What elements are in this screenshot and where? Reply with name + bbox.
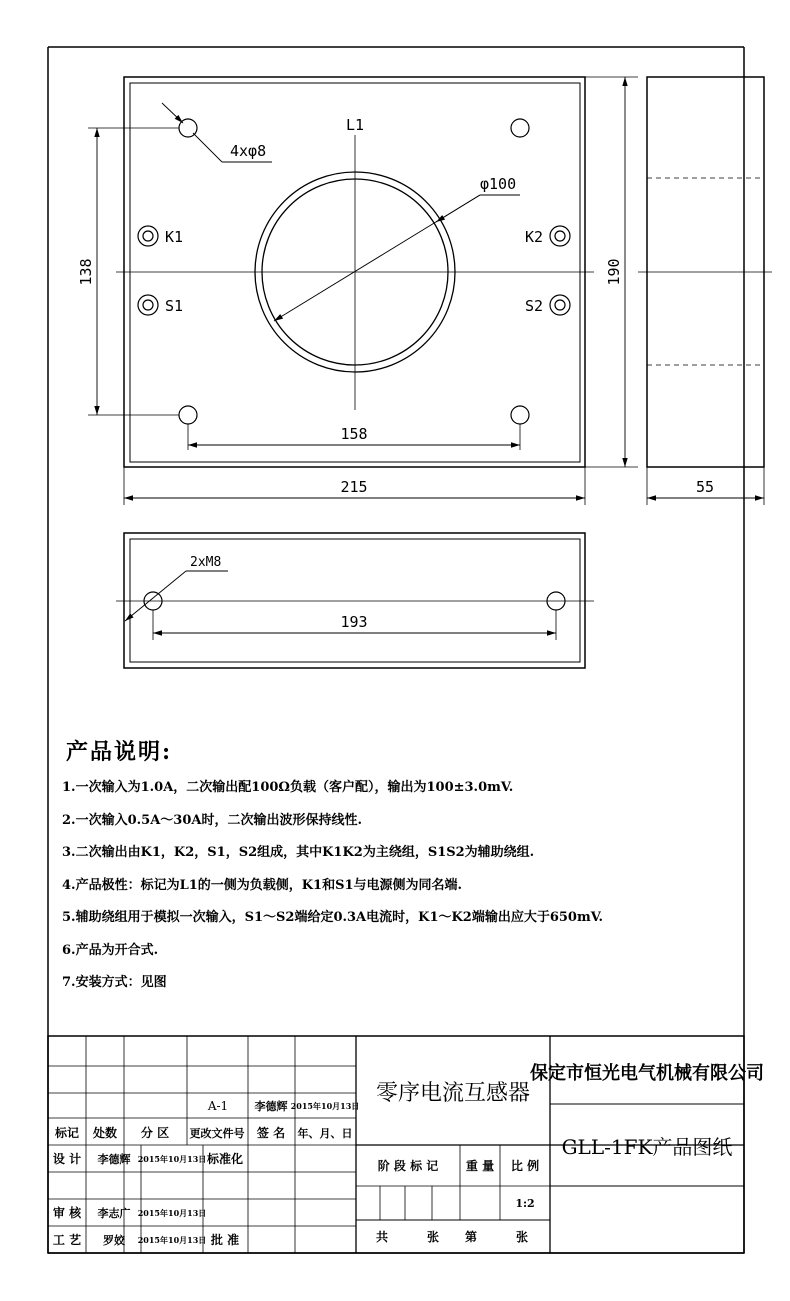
terminal-k1: [138, 226, 158, 246]
tb-design-date: 2015年10月13日: [137, 1154, 207, 1164]
tb-design-name: 李德辉: [97, 1153, 131, 1166]
label-terminal-s2: S2: [524, 297, 543, 315]
mount-hole-br: [511, 406, 529, 424]
tb-standardization-label: 标准化: [206, 1152, 244, 1166]
dim-138: 138: [77, 258, 95, 286]
dim-190: 190: [605, 258, 623, 286]
label-thread: 2xM8: [190, 555, 222, 570]
product-notes: [62, 735, 762, 1000]
bottom-view: [116, 533, 594, 668]
tb-review-label: 审 核: [52, 1206, 82, 1220]
tb-process-name: 罗姣: [103, 1234, 125, 1247]
notes-title: 产品说明:: [66, 739, 173, 765]
dim-158: 158: [340, 425, 368, 443]
side-view: [638, 77, 772, 505]
tb-header-mark: 标记: [54, 1126, 80, 1140]
tb-header-change-doc: 更改文件号: [189, 1127, 245, 1140]
tb-drawing-title: GLL-1FK产品图纸: [561, 1135, 733, 1159]
tb-sheet-unit-2: 张: [515, 1230, 529, 1244]
tb-process-label: 工 艺: [52, 1233, 82, 1247]
tb-header-zone: 分 区: [140, 1126, 170, 1140]
tb-approve-label: 批 准: [210, 1233, 240, 1247]
mount-hole-tr: [511, 119, 529, 137]
label-terminal-k1: K1: [165, 228, 184, 246]
terminal-k2: [550, 226, 570, 246]
note-item-7: 7.安装方式：见图: [62, 975, 167, 990]
tb-product-name: 零序电流互感器: [375, 1081, 531, 1106]
mount-hole-bl: [179, 406, 197, 424]
dim-193: 193: [340, 613, 368, 631]
note-item-2: 2.一次输入0.5A～30A时，二次输出波形保持线性.: [62, 812, 362, 828]
tb-sheet-num-label: 第: [464, 1230, 478, 1244]
label-l1: L1: [345, 116, 365, 134]
tb-sheet-total-label: 共: [375, 1230, 389, 1244]
tb-company-name: 保定市恒光电气机械有限公司: [530, 1063, 764, 1084]
tb-revision-mark: A-1: [207, 1099, 229, 1113]
tb-weight-label: 重 量: [465, 1159, 495, 1173]
note-item-1: 1.一次输入为1.0A，二次输出配100Ω负载（客户配），输出为100±3.0mV.: [62, 780, 514, 795]
tb-header-date: 年、月、日: [297, 1127, 353, 1140]
note-item-4: 4.产品极性：标记为L1的一侧为负载侧，K1和S1与电源侧为同名端.: [62, 877, 463, 893]
tb-header-signature: 签 名: [256, 1126, 286, 1140]
tb-stage-label: 阶 段 标 记: [377, 1159, 439, 1173]
dim-215: 215: [340, 478, 368, 496]
notes-list: [62, 772, 762, 1000]
label-bore-diameter: φ100: [480, 175, 517, 193]
note-item-5: 5.辅助绕组用于模拟一次输入，S1～S2端给定0.3A电流时，K1～K2端输出应大于650mV.: [62, 910, 604, 925]
note-item-6: 6.产品为开合式.: [62, 942, 159, 958]
label-mount-holes: 4xφ8: [230, 142, 267, 160]
label-terminal-s1: S1: [165, 297, 184, 315]
tb-scale-value: 1:2: [515, 1197, 535, 1210]
dim-55: 55: [695, 478, 715, 496]
note-item-3: 3.二次输出由K1，K2，S1，S2组成，其中K1K2为主绕组，S1S2为辅助绕组.: [62, 845, 535, 860]
tb-revision-date: 2015年10月13日: [290, 1101, 360, 1111]
tb-process-date: 2015年10月13日: [137, 1235, 207, 1245]
terminal-s2: [550, 295, 570, 315]
tb-scale-label: 比 例: [510, 1159, 540, 1173]
label-terminal-k2: K2: [524, 228, 543, 246]
tb-review-name: 李志广: [97, 1207, 131, 1220]
terminal-s1: [138, 295, 158, 315]
tb-review-date: 2015年10月13日: [137, 1208, 207, 1218]
tb-header-count: 处数: [92, 1126, 118, 1140]
tb-revision-signer: 李德辉: [254, 1100, 288, 1113]
tb-sheet-unit-1: 张: [426, 1230, 440, 1244]
bottom-view-outer-outline: [124, 533, 585, 668]
tb-design-label: 设 计: [52, 1152, 82, 1166]
